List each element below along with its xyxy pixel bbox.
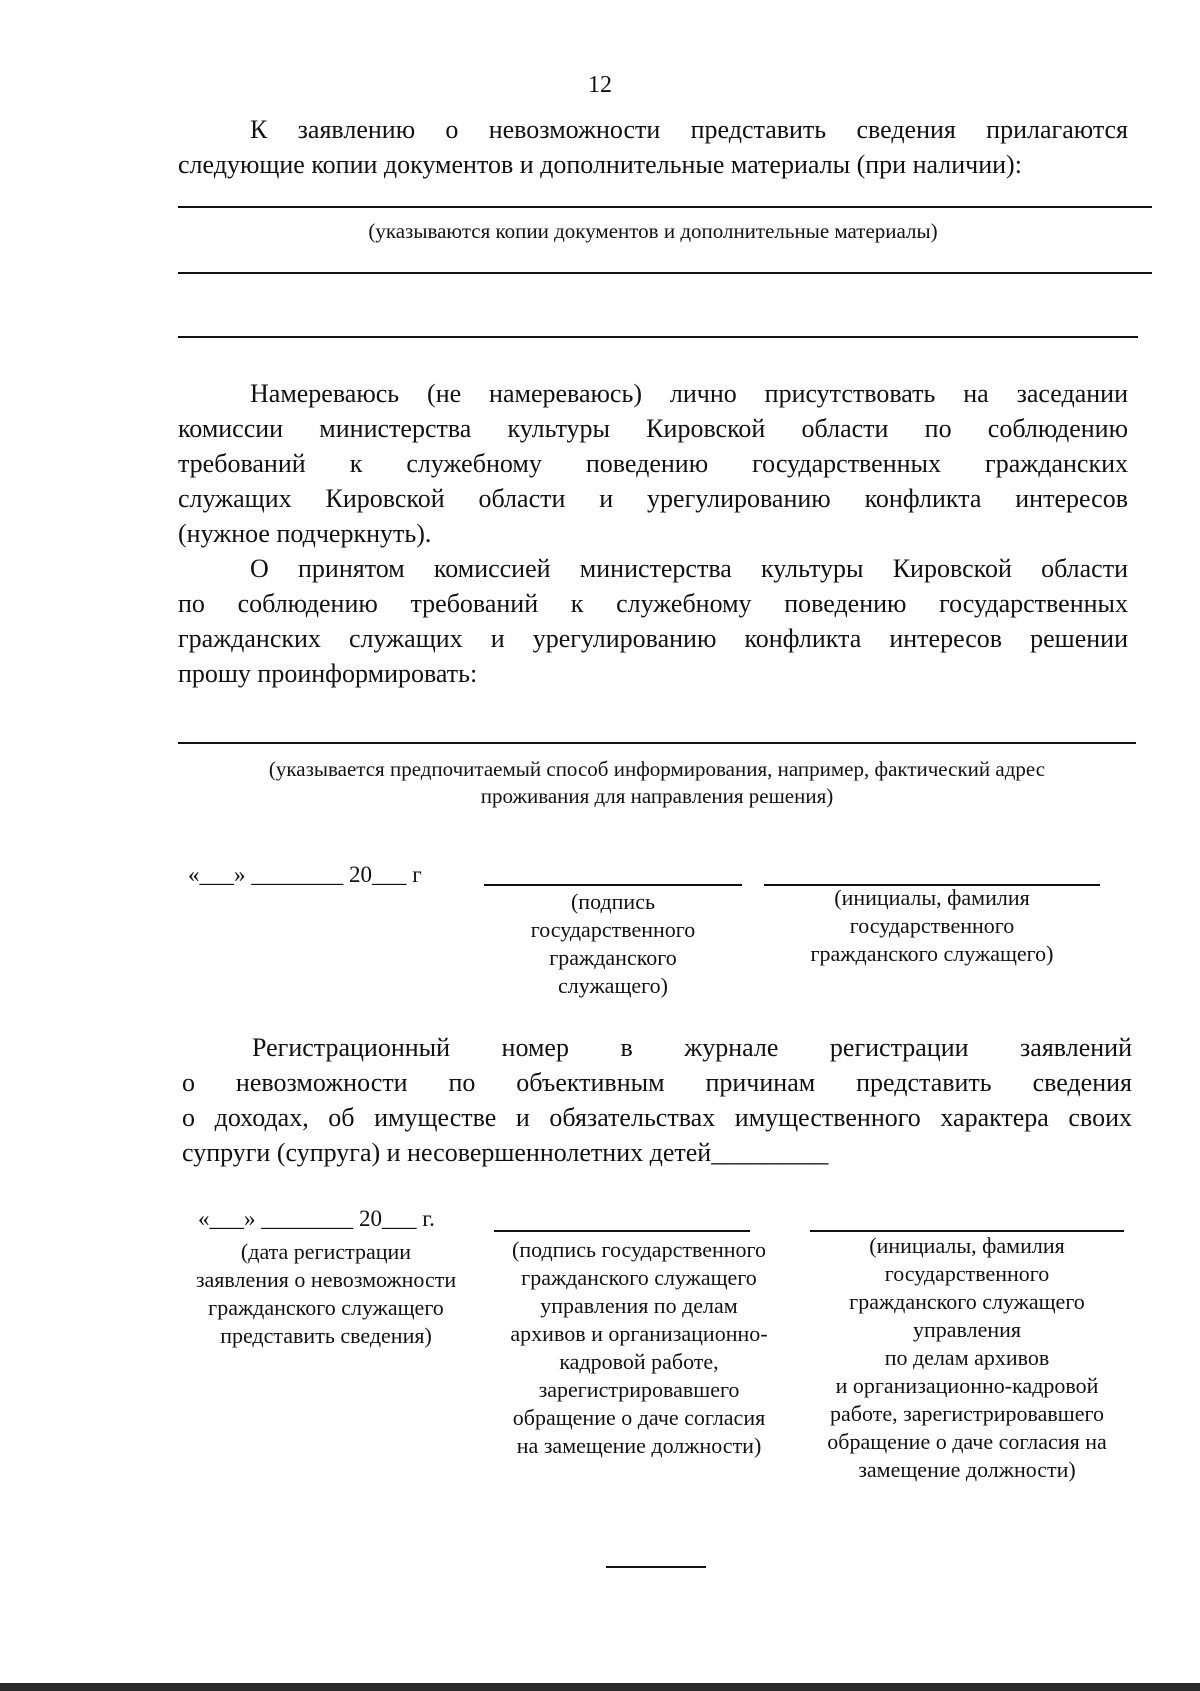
page-number: 12 <box>588 72 612 98</box>
blank-line <box>178 742 1136 744</box>
paragraph-line: требований к служебному поведению государственных гражданских <box>178 449 1128 478</box>
name-caption-2: (инициалы, фамилия государственного гражданского служащего управления по делам архивов и организационно-кадровой работе, зарегистрировавшего обращение о даче согласия на замещение должности) <box>827 1233 1107 1482</box>
paragraph-line: Намереваюсь (не намереваюсь) лично присутствовать на заседании <box>250 379 1128 408</box>
paragraph-line: следующие копии документов и дополнительные материалы (при наличии): <box>178 150 1022 179</box>
paragraph-line: Регистрационный номер в журнале регистрации заявлений <box>252 1033 1132 1062</box>
paragraph-line: гражданских служащих и урегулированию конфликта интересов решении <box>178 624 1128 653</box>
paragraph-line: прошу проинформировать: <box>178 659 478 688</box>
paragraph-attendance <box>178 376 1128 551</box>
paragraph-line: о невозможности по объективным причинам представить сведения <box>182 1068 1132 1097</box>
caption-copies: (указываются копии документов и дополнительные материалы) <box>368 219 938 243</box>
paragraph-line: служащих Кировской области и урегулированию конфликта интересов <box>178 484 1128 513</box>
blank-line <box>178 272 1152 274</box>
caption-inform <box>178 756 1136 810</box>
name-caption-1: (инициалы, фамилия государственного гражданского служащего) <box>810 885 1054 966</box>
paragraph-line: о доходах, об имуществе и обязательствах имущественного характера своих <box>182 1103 1132 1132</box>
blank-line <box>178 206 1152 208</box>
paragraph-line: по соблюдению требований к служебному поведению государственных <box>178 589 1128 618</box>
signature-line <box>494 1230 750 1232</box>
signature-line <box>484 884 742 886</box>
paragraph-line: супруги (супруга) и несовершеннолетних детей_________ <box>182 1138 829 1167</box>
caption-line: проживания для направления решения) <box>480 784 834 808</box>
paragraph-inform <box>178 551 1128 691</box>
date-field-2: «___» ________ 20___ г. <box>198 1206 435 1231</box>
caption-line: (указывается предпочитаемый способ информирования, например, фактический адрес <box>268 757 1046 781</box>
paragraph-line: комиссии министерства культуры Кировской области по соблюдению <box>178 414 1128 443</box>
blank-line <box>178 336 1138 338</box>
paragraph-registration <box>182 1030 1132 1170</box>
date-caption-2: (дата регистрации заявления о невозможности гражданского служащего представить сведения) <box>195 1239 457 1348</box>
paragraph-line: О принятом комиссией министерства культуры Кировской области <box>250 554 1128 583</box>
signature-caption-1: (подпись государственного гражданского служащего) <box>530 889 696 998</box>
paragraph-line: (нужное подчеркнуть). <box>178 519 432 548</box>
signature-caption-2: (подпись государственного гражданского служащего управления по делам архивов и организационно- кадровой работе, зарегистрировавшего обращение о даче согласия на замещение должности) <box>510 1237 768 1458</box>
scan-edge <box>0 1683 1200 1691</box>
paragraph-attachments <box>178 112 1128 182</box>
date-field-1: «___» ________ 20___ г <box>188 862 422 887</box>
end-rule <box>606 1566 706 1568</box>
paragraph-line: К заявлению о невозможности представить сведения прилагаются <box>250 115 1128 144</box>
